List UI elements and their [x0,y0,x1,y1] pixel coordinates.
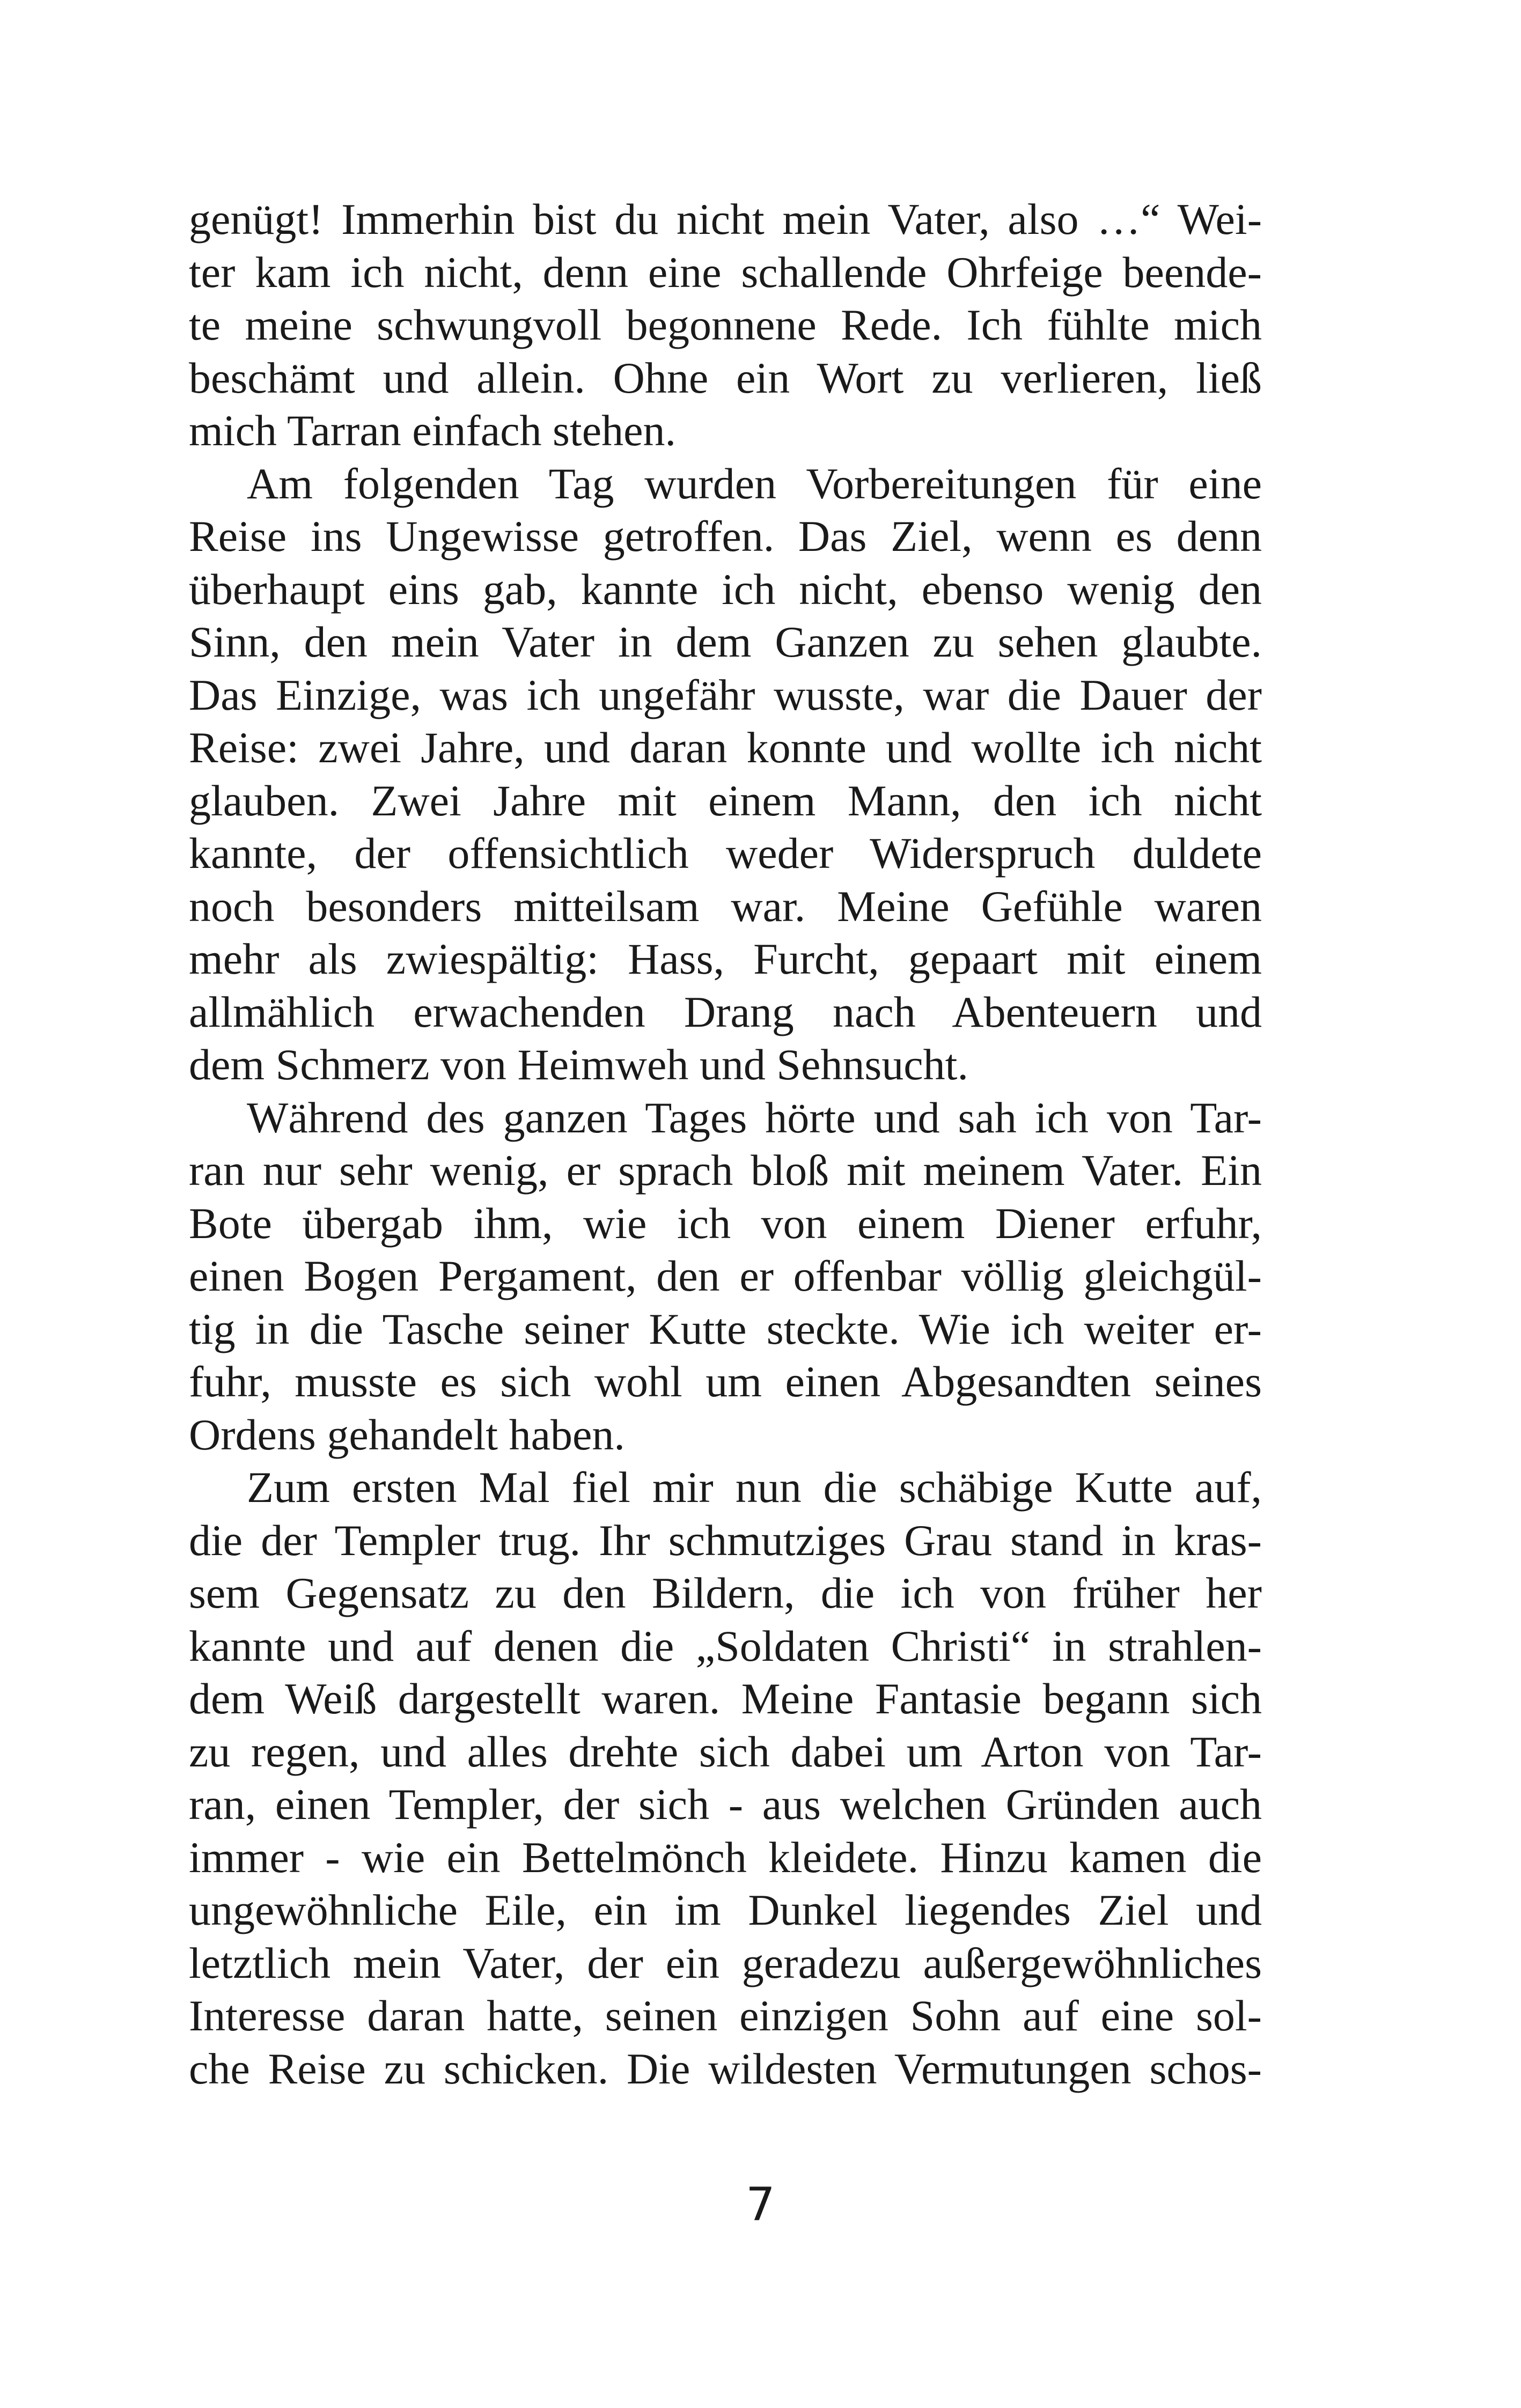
text-line: Interesse daran hatte, seinen einzigen Sohn auf eine sol- [189,1991,1262,2040]
text-line: ter kam ich nicht, denn eine schallende Ohrfeige beende- [189,247,1262,297]
text-line: die der Templer trug. Ihr schmutziges Grau stand in kras- [189,1515,1262,1565]
text-line: sem Gegensatz zu den Bildern, die ich von früher her [189,1568,1262,1617]
text-line: immer - wie ein Bettelmönch kleidete. Hinzu kamen die [189,1832,1262,1882]
paragraph [189,193,1262,458]
text-line: Reise: zwei Jahre, und daran konnte und wollte ich nicht [189,723,1262,772]
text-line: beschämt und allein. Ohne ein Wort zu verlieren, ließ [189,353,1262,402]
text-line: te meine schwungvoll begonnene Rede. Ich fühlte mich [189,300,1262,349]
text-line: ungewöhnliche Eile, ein im Dunkel liegendes Ziel und [189,1886,1262,1934]
paragraph [189,458,1262,1092]
text-line: mehr als zwiespältig: Hass, Furcht, gepaart mit einem [189,934,1262,983]
text-line: Am folgenden Tag wurden Vorbereitungen für eine [247,459,1262,508]
body-text [189,193,1262,2095]
text-line: tig in die Tasche seiner Kutte steckte. Wie ich weiter er- [189,1304,1262,1353]
text-line: kannte, der offensichtlich weder Widerspruch duldete [189,829,1262,878]
text-line: ran nur sehr wenig, er sprach bloß mit meinem Vater. Ein [189,1146,1262,1195]
text-line: noch besonders mitteilsam war. Meine Gefühle waren [189,881,1262,931]
text-line: che Reise zu schicken. Die wildesten Vermutungen schos- [189,2044,1262,2093]
text-line: kannte und auf denen die „Soldaten Christi“ in strahlen- [189,1621,1262,1670]
text-line: Bote übergab ihm, wie ich von einem Diener erfuhr, [189,1198,1262,1248]
paragraph [189,1461,1262,2095]
text-line: überhaupt eins gab, kannte ich nicht, ebenso wenig den [189,564,1262,614]
text-line: glauben. Zwei Jahre mit einem Mann, den ich nicht [189,776,1262,825]
text-line: Zum ersten Mal fiel mir nun die schäbige Kutte auf, [247,1463,1262,1512]
text-line: zu regen, und alles drehte sich dabei um Arton von Tar- [189,1727,1262,1776]
text-line: Während des ganzen Tages hörte und sah ich von Tar- [247,1093,1262,1142]
text-line: Ordens gehandelt haben. [189,1410,625,1459]
text-line: genügt! Immerhin bist du nicht mein Vater, also …“ Wei- [189,195,1262,244]
text-line: fuhr, musste es sich wohl um einen Abgesandten seines [189,1357,1262,1406]
text-line: dem Schmerz von Heimweh und Sehnsucht. [189,1040,968,1089]
text-line: ran, einen Templer, der sich - aus welchen Gründen auch [189,1780,1262,1829]
text-line: allmählich erwachenden Drang nach Abenteuern und [189,987,1262,1036]
text-line: Das Einzige, was ich ungefähr wusste, war die Dauer der [189,670,1262,719]
page-number: 7 [746,2178,775,2232]
text-line: Sinn, den mein Vater in dem Ganzen zu sehen glaubte. [189,617,1262,666]
text-line: einen Bogen Pergament, den er offenbar völlig gleichgül- [189,1251,1262,1300]
text-line: letztlich mein Vater, der ein geradezu außergewöhnliches [189,1938,1262,1987]
text-line: dem Weiß dargestellt waren. Meine Fantasie begann sich [189,1674,1262,1723]
paragraph [189,1092,1262,1462]
text-line: mich Tarran einfach stehen. [189,406,677,455]
text-line: Reise ins Ungewisse getroffen. Das Ziel, wenn es denn [189,512,1262,561]
